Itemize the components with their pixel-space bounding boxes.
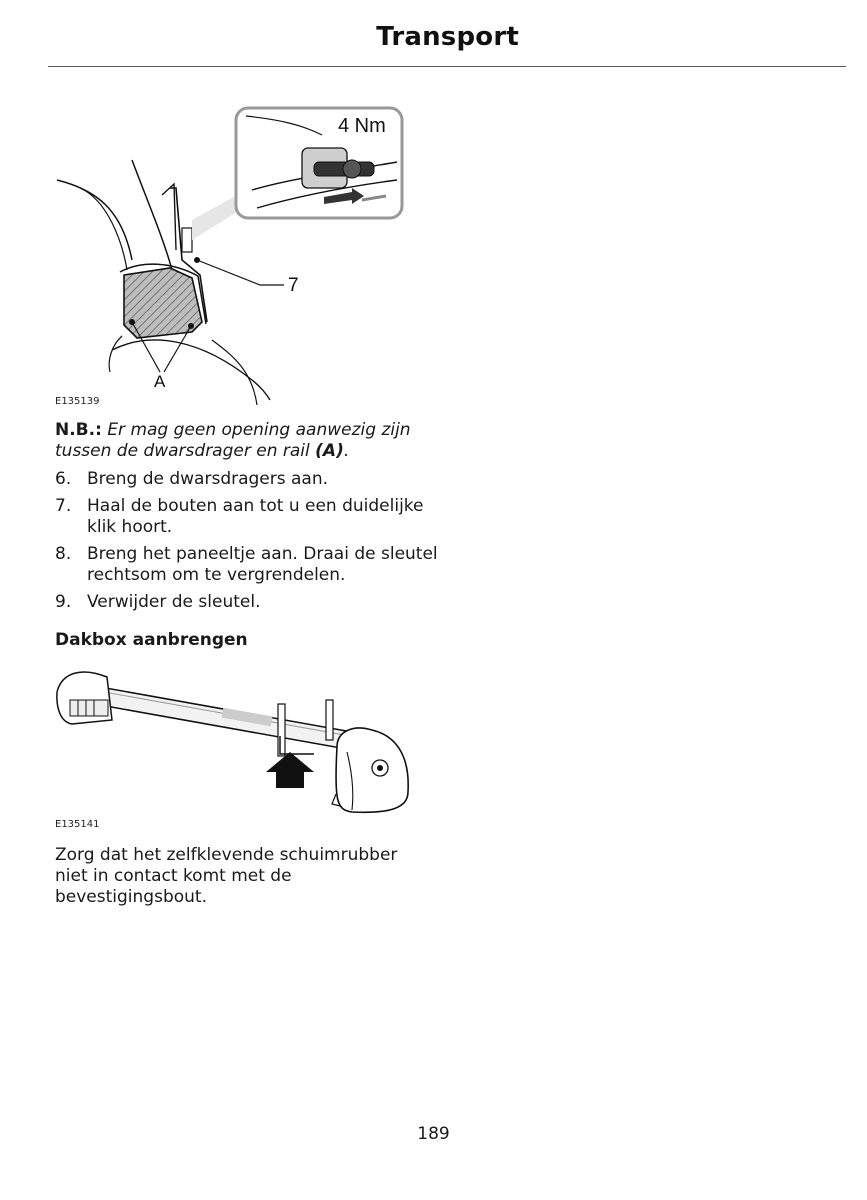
- note-label: N.B.:: [55, 420, 102, 440]
- note-block: [55, 420, 435, 462]
- step-text: Verwijder de sleutel.: [87, 592, 261, 612]
- list-item: [55, 469, 445, 490]
- step-text: Breng het paneeltje aan. Draai de sleutel rechtsom om te vergrendelen.: [87, 544, 438, 585]
- figure-code: E135139: [55, 396, 100, 407]
- section-heading: Dakbox aanbrengen: [55, 630, 248, 650]
- step-text: Breng de dwarsdragers aan.: [87, 469, 329, 489]
- list-item: [55, 544, 445, 586]
- callout-7-label: 7: [288, 275, 299, 296]
- page-title: Transport: [376, 22, 519, 52]
- note-ref: (A): [315, 441, 344, 461]
- crossbar-mounting-illustration: [52, 100, 412, 405]
- step-number: 8.: [55, 544, 72, 564]
- step-number: 7.: [55, 496, 72, 516]
- step-number: 6.: [55, 469, 72, 489]
- roofbox-mounting-illustration: [52, 662, 417, 822]
- callout-a-label: A: [154, 372, 166, 391]
- step-text: Haal de bouten aan tot u een duidelijke klik hoort.: [87, 496, 424, 537]
- instruction-paragraph: Zorg dat het zelfklevende schuimrubber niet in contact komt met de bevestigingsbout.: [55, 845, 398, 907]
- figure-code: E135141: [55, 819, 100, 830]
- steps-list: [55, 469, 445, 619]
- page-number: 189: [417, 1124, 450, 1144]
- note-text-end: .: [343, 441, 350, 461]
- list-item: [55, 592, 445, 613]
- step-number: 9.: [55, 592, 72, 612]
- list-item: [55, 496, 445, 538]
- note-text: Er mag geen opening aanwezig zijn tussen de dwarsdrager en rail: [55, 420, 411, 461]
- header-divider: [48, 66, 846, 67]
- torque-label: 4 Nm: [338, 115, 386, 137]
